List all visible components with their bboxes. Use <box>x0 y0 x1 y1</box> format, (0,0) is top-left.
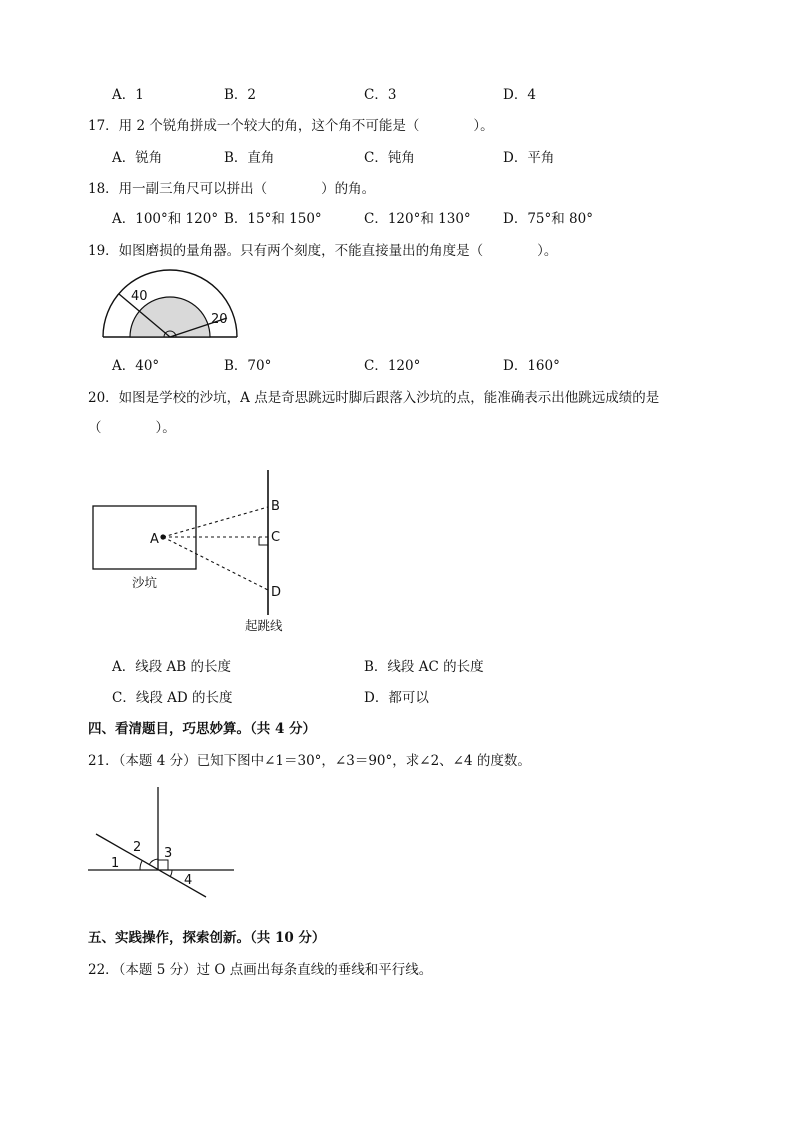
right-angle-mark-c <box>259 537 268 545</box>
q18-question: 18．用一副三角尺可以拼出（ ）的角。 <box>88 181 376 197</box>
segment-ad <box>163 537 268 590</box>
q16-option-a: A．1 <box>112 87 144 103</box>
protractor-mark-20: 20 <box>211 312 228 327</box>
q17-option-a: A．锐角 <box>112 150 163 166</box>
section-4-title: 四、看清题目，巧思妙算。（共 4 分） <box>88 721 317 737</box>
label-point-b: B <box>271 499 280 514</box>
q19-option-d: D．160° <box>503 358 560 374</box>
angle3-label: 3 <box>164 846 173 861</box>
angle2-label: 2 <box>133 840 142 855</box>
q19-question: 19．如图磨损的量角器。只有两个刻度，不能直接量出的角度是（ ）。 <box>88 243 558 259</box>
angles-figure <box>84 783 239 901</box>
q16-option-b: B．2 <box>224 87 257 103</box>
q19-option-c: C．120° <box>364 358 421 374</box>
angle4-label: 4 <box>184 873 193 888</box>
takeoff-line-label: 起跳线 <box>245 618 283 633</box>
segment-ab <box>163 507 268 537</box>
q17-option-d: D．平角 <box>503 150 555 166</box>
angle1-arc <box>140 861 142 870</box>
q17-question: 17．用 2 个锐角拼成一个较大的角，这个角不可能是（ ）。 <box>88 118 494 134</box>
sand-pit-label: 沙坑 <box>132 575 158 590</box>
worn-protractor-figure <box>98 266 243 342</box>
q20-option-b: B．线段 AC 的长度 <box>364 659 484 675</box>
q20-question-line1: 20．如图是学校的沙坑，A 点是奇思跳远时脚后跟落入沙坑的点，能准确表示出他跳远成绩的是 <box>88 390 660 406</box>
label-point-a: A <box>150 532 159 547</box>
angle2-arc <box>149 859 158 865</box>
q18-option-c: C．120°和 130° <box>364 211 471 227</box>
q18-option-b: B．15°和 150° <box>224 211 322 227</box>
q16-option-d: D．4 <box>503 87 536 103</box>
q18-option-d: D．75°和 80° <box>503 211 593 227</box>
q17-option-c: C．钝角 <box>364 150 415 166</box>
angle4-arc <box>170 870 172 877</box>
label-point-d: D <box>271 585 282 600</box>
q20-question-line2: （ ）。 <box>88 420 176 436</box>
section-5-title: 五、实践操作，探索创新。（共 10 分） <box>88 930 326 946</box>
sand-pit-figure <box>88 465 303 635</box>
q20-option-c: C．线段 AD 的长度 <box>112 690 233 706</box>
q19-option-a: A．40° <box>112 358 160 374</box>
point-a-dot <box>160 534 165 539</box>
q20-option-d: D．都可以 <box>364 690 429 706</box>
protractor-mark-40: 40 <box>131 289 148 304</box>
q20-option-a: A．线段 AB 的长度 <box>112 659 232 675</box>
q21-question: 21．（本题 4 分）已知下图中∠1＝30°，∠3＝90°，求∠2、∠4 的度数。 <box>88 753 531 769</box>
q22-question: 22．（本题 5 分）过 O 点画出每条直线的垂线和平行线。 <box>88 962 433 978</box>
q16-option-c: C．3 <box>364 87 397 103</box>
sand-pit-rect <box>93 506 196 569</box>
right-angle-mark-3 <box>158 860 168 870</box>
q18-option-a: A．100°和 120° <box>112 211 219 227</box>
q19-option-b: B．70° <box>224 358 272 374</box>
angle1-label: 1 <box>111 856 120 871</box>
q17-option-b: B．直角 <box>224 150 275 166</box>
label-point-c: C <box>271 530 281 545</box>
